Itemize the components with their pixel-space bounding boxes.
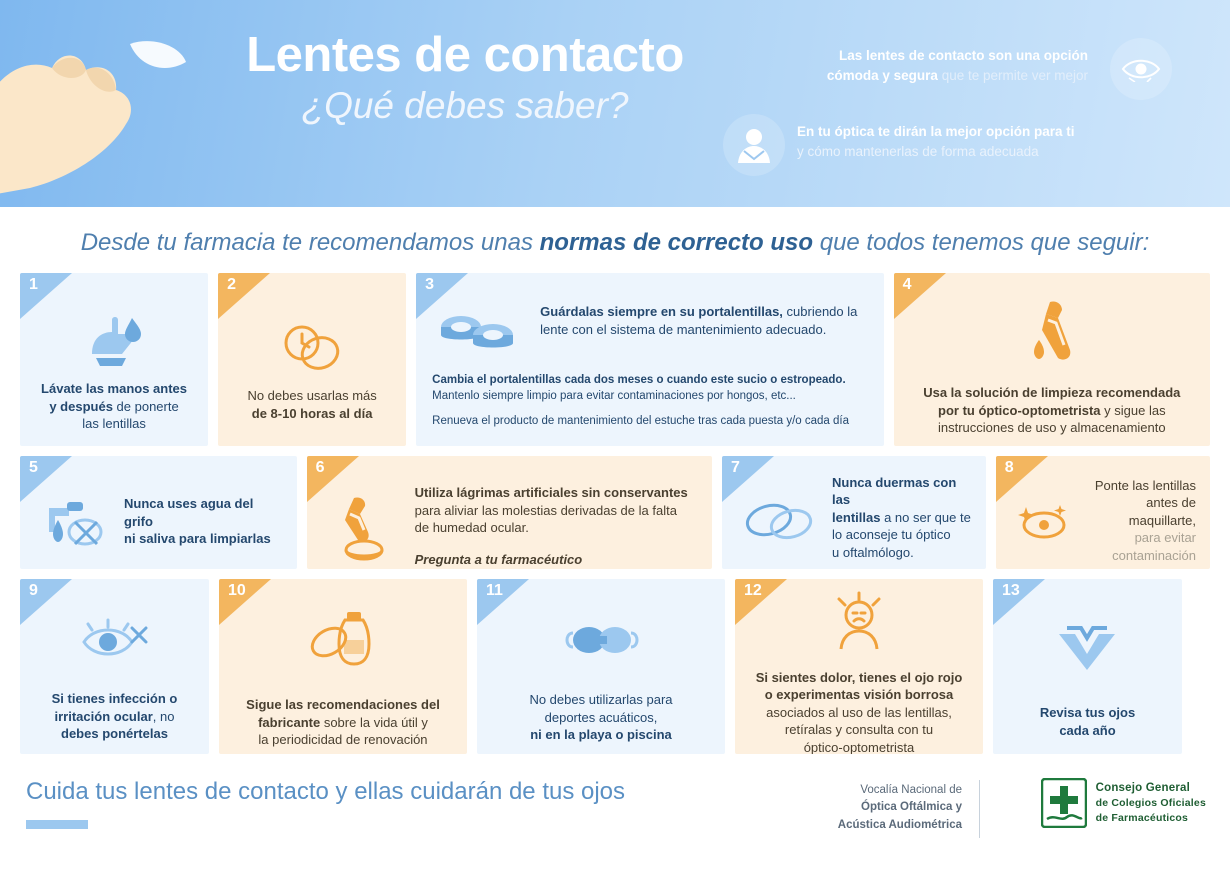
intro-strong: normas de correcto uso bbox=[539, 229, 814, 256]
tip-card-11 bbox=[477, 579, 725, 754]
t11-l3: ni en la playa o piscina bbox=[530, 727, 672, 743]
card-number: 13 bbox=[1002, 582, 1020, 599]
card-number: 9 bbox=[29, 582, 38, 599]
eye-icon bbox=[1110, 38, 1172, 100]
t3-sub1-rest: Mantenlo siempre limpio para evitar contaminaciones por hongos, etc... bbox=[432, 389, 796, 402]
card-number-corner bbox=[307, 456, 359, 502]
tip-card-13-text bbox=[1040, 704, 1135, 739]
t2-l2: de 8-10 horas al día bbox=[251, 405, 373, 421]
card-number-corner bbox=[722, 456, 774, 502]
tip-card-8 bbox=[996, 456, 1210, 569]
t10-l2b: sobre la vida útil y bbox=[320, 714, 428, 730]
header-optic-dim: y cómo mantenerlas de forma adecuada bbox=[797, 143, 1039, 159]
header-eye-line1: Las lentes de contacto son una opción bbox=[838, 48, 1088, 63]
card-number-corner bbox=[993, 579, 1045, 625]
card-number-corner bbox=[996, 456, 1048, 502]
t7-l4: u oftalmólogo. bbox=[832, 544, 914, 560]
tips-row-2 bbox=[20, 456, 1210, 569]
footer-logo-text bbox=[1096, 780, 1206, 826]
t1-l2a: y después bbox=[49, 398, 113, 414]
t4-l2b: y sigue las bbox=[1100, 402, 1166, 418]
makeup-sparkle-icon bbox=[1010, 495, 1076, 547]
card-number: 5 bbox=[29, 459, 38, 476]
card-number: 8 bbox=[1004, 459, 1014, 476]
footer-divider bbox=[979, 780, 980, 838]
eye-check-icon bbox=[1053, 624, 1123, 672]
card-number-corner bbox=[894, 273, 946, 319]
pain-person-icon bbox=[829, 591, 889, 651]
tip-card-1-text bbox=[41, 380, 187, 433]
t2-l1: No debes usarlas más bbox=[247, 387, 377, 403]
card-number-corner bbox=[218, 273, 270, 319]
dropper-bottle-icon bbox=[1022, 296, 1082, 364]
tip-card-1 bbox=[20, 273, 208, 446]
t11-l1: No debes utilizarlas para bbox=[529, 692, 673, 708]
header-optic-row bbox=[715, 114, 1220, 176]
optician-person-icon bbox=[723, 114, 785, 176]
vocalia-l1: Vocalía Nacional de bbox=[860, 784, 962, 796]
bottle-lens-icon bbox=[307, 606, 379, 672]
tip-card-5-text bbox=[124, 495, 283, 548]
card-number: 12 bbox=[744, 582, 762, 599]
card-number: 3 bbox=[425, 276, 435, 293]
tip-card-2-text bbox=[247, 387, 376, 422]
tips-row-3 bbox=[20, 579, 1210, 754]
card-number-corner bbox=[20, 579, 72, 625]
tip-card-3-main bbox=[540, 297, 869, 338]
header bbox=[0, 0, 1230, 207]
footer-vocalia bbox=[762, 782, 962, 834]
t10-l2a: fabricante bbox=[258, 714, 321, 730]
tip-card-8-text bbox=[1086, 477, 1196, 565]
card-number: 11 bbox=[486, 582, 503, 599]
logo-l3: de Farmacéuticos bbox=[1095, 812, 1189, 825]
tip-card-5 bbox=[20, 456, 297, 569]
tip-card-7 bbox=[722, 456, 986, 569]
card-number: 6 bbox=[315, 459, 325, 476]
t6-l3: de humedad ocular. bbox=[414, 520, 529, 536]
header-eye-line2a: cómoda y segura bbox=[826, 67, 938, 83]
card-number-corner bbox=[735, 579, 787, 625]
t1-l1: Lávate las manos antes bbox=[41, 381, 188, 397]
hand-washing-icon bbox=[82, 308, 146, 370]
tip-card-7-text bbox=[832, 474, 972, 562]
card-number: 1 bbox=[29, 276, 38, 293]
footer-accent-bar bbox=[26, 820, 88, 829]
card-number-corner bbox=[416, 273, 468, 319]
intro-part1: Desde tu farmacia te recomendamos unas bbox=[80, 229, 540, 256]
t3-main-bold: Guárdalas siempre en su portalentillas, bbox=[540, 304, 783, 319]
tips-grid bbox=[0, 273, 1230, 754]
card-number-corner bbox=[219, 579, 271, 625]
t9-l2a: irritación ocular bbox=[54, 708, 153, 724]
t6-l4: Pregunta a tu farmacéutico bbox=[414, 551, 583, 567]
tip-card-6 bbox=[307, 456, 712, 569]
t1-l2b: de ponerte bbox=[112, 398, 179, 414]
t11-l2: deportes acuáticos, bbox=[544, 709, 658, 725]
header-eye-row bbox=[715, 38, 1220, 100]
t13-l2: cada año bbox=[1059, 722, 1116, 738]
footer bbox=[0, 764, 1230, 860]
tip-card-11-text bbox=[529, 691, 672, 744]
tip-card-2 bbox=[218, 273, 406, 446]
t7-l2b: a no ser que te bbox=[880, 509, 971, 525]
clock-lens-icon bbox=[278, 319, 346, 377]
t13-l1: Revisa tus ojos bbox=[1039, 704, 1136, 720]
card-number-corner bbox=[477, 579, 529, 625]
footer-claim: Cuida tus lentes de contacto y ellas cuidarán de tus ojos bbox=[26, 778, 626, 805]
t10-l3: la periodicidad de renovación bbox=[258, 732, 428, 748]
header-eye-text bbox=[758, 46, 1088, 85]
card-number: 2 bbox=[227, 276, 236, 293]
t4-l3: instrucciones de uso y almacenamiento bbox=[937, 420, 1166, 436]
t1-l3: las lentillas bbox=[82, 416, 146, 432]
card-number-corner bbox=[20, 456, 72, 502]
tip-card-4 bbox=[894, 273, 1210, 446]
t8-l4: contaminación bbox=[1112, 547, 1196, 563]
card-number-corner bbox=[20, 273, 72, 319]
header-optic-text bbox=[797, 122, 1197, 161]
t7-l3: lo aconseje tu óptico bbox=[832, 527, 951, 543]
page-subtitle: ¿Qué debes saber? bbox=[301, 85, 629, 127]
t9-l3: debes ponértelas bbox=[61, 726, 168, 742]
t7-l2a: lentillas bbox=[832, 509, 881, 525]
intro-part2: que todos tenemos que seguir: bbox=[813, 229, 1150, 256]
t5-l2: ni saliva para limpiarlas bbox=[124, 531, 271, 547]
hand-lens-illustration bbox=[0, 10, 200, 207]
t4-l1: Usa la solución de limpieza recomendada bbox=[923, 385, 1181, 401]
header-title-block bbox=[205, 30, 725, 127]
t3-main-rest: cubriendo la lente con el sistema de mantenimiento adecuado. bbox=[540, 304, 858, 337]
page-title: Lentes de contacto bbox=[246, 28, 684, 82]
t8-l3: para evitar bbox=[1134, 530, 1196, 546]
footer-logo bbox=[1041, 778, 1206, 828]
tip-card-3 bbox=[416, 273, 883, 446]
intro-line bbox=[0, 207, 1230, 273]
header-optic-strong: En tu óptica te dirán la mejor opción para ti bbox=[797, 124, 1075, 139]
tip-card-6-text bbox=[415, 484, 698, 537]
t12-l5: óptico-optometrista bbox=[803, 739, 915, 754]
tip-card-10-text bbox=[246, 696, 440, 749]
t12-l2: o experimentas visión borrosa bbox=[764, 687, 954, 703]
tip-card-13 bbox=[993, 579, 1182, 754]
pharmacy-cross-icon bbox=[1041, 778, 1087, 828]
tip-card-9 bbox=[20, 579, 209, 754]
header-eye-line2b: que te permite ver mejor bbox=[937, 67, 1088, 83]
vocalia-l3: Acústica Audiométrica bbox=[837, 818, 962, 831]
t7-l1: Nunca duermas con las bbox=[832, 474, 957, 508]
logo-l1: Consejo General bbox=[1095, 781, 1190, 794]
t9-l1: Si tienes infección o bbox=[51, 691, 178, 707]
t8-l1: Ponte las lentillas bbox=[1094, 477, 1196, 493]
tip-card-12 bbox=[735, 579, 983, 754]
t8-l2: antes de maquillarte, bbox=[1128, 495, 1196, 528]
tip-card-6-question bbox=[415, 551, 698, 569]
infected-eye-icon bbox=[78, 616, 152, 666]
tip-card-3-sub1 bbox=[432, 373, 867, 404]
t12-l3: asociados al uso de las lentillas, bbox=[766, 704, 952, 720]
tips-row-1 bbox=[20, 273, 1210, 446]
tip-card-10 bbox=[219, 579, 467, 754]
tip-card-9-text bbox=[52, 690, 178, 743]
card-number: 7 bbox=[731, 459, 740, 476]
card-number: 4 bbox=[902, 276, 912, 293]
t6-l1: Utiliza lágrimas artificiales sin conservantes bbox=[414, 485, 688, 500]
t10-l1: Sigue las recomendaciones del bbox=[246, 697, 440, 713]
header-right-block bbox=[715, 38, 1220, 190]
t9-l2b: , no bbox=[152, 708, 175, 724]
vocalia-l2: Óptica Oftálmica y bbox=[861, 801, 962, 814]
tip-card-4-text bbox=[923, 384, 1180, 437]
t5-l1: Nunca uses agua del grifo bbox=[124, 496, 254, 529]
t6-l2: para aliviar las molestias derivadas de la falta bbox=[414, 502, 677, 518]
tip-card-3-sub2: Renueva el producto de mantenimiento del estuche tras cada puesta y/o cada día bbox=[432, 415, 849, 428]
logo-l2: de Colegios Oficiales bbox=[1095, 797, 1206, 810]
t3-sub1-bold: Cambia el portalentillas cada dos meses o cuando este sucio o estropeado. bbox=[432, 374, 846, 386]
tip-card-12-text bbox=[756, 669, 963, 754]
t12-l1: Si sientes dolor, tienes el ojo rojo bbox=[755, 669, 963, 685]
t4-l2a: por tu óptico-optometrista bbox=[938, 402, 1101, 418]
card-number: 10 bbox=[228, 582, 246, 599]
t12-l4: retíralas y consulta con tu bbox=[784, 722, 934, 738]
swim-goggles-icon bbox=[563, 615, 639, 665]
